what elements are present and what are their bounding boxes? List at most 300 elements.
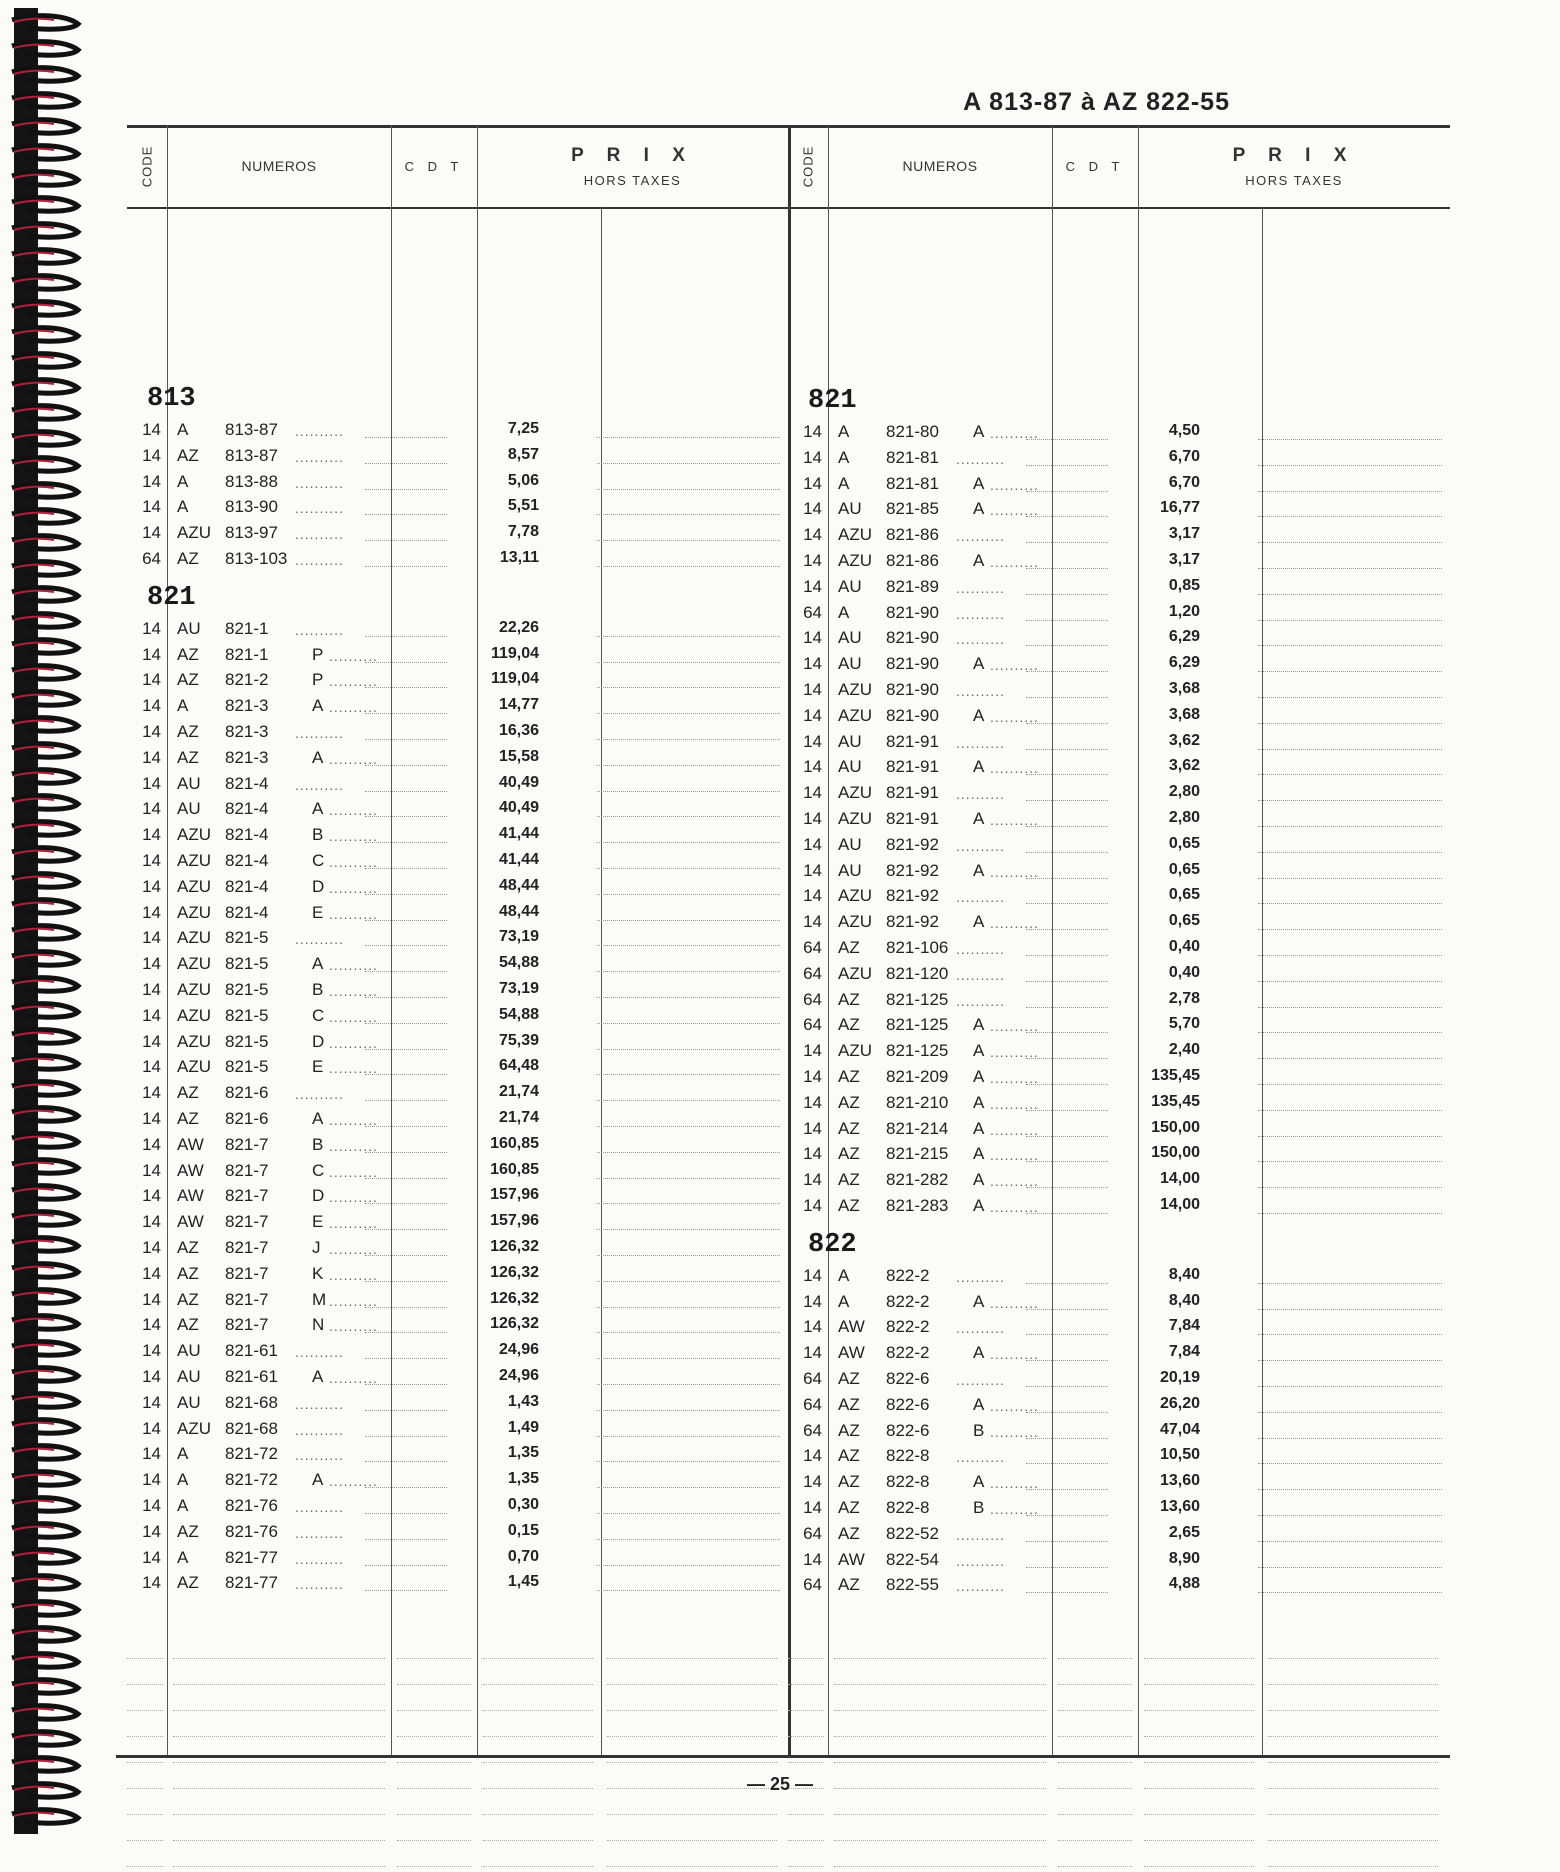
table-row (127, 1184, 788, 1210)
blank-row-line (1144, 1814, 1254, 1815)
leader-dots: .......... (329, 1034, 378, 1051)
number-cell: 813-87 (225, 420, 278, 439)
entry-dotted-line (1258, 542, 1442, 543)
suffix-cell: A (973, 422, 985, 441)
number-cell: 821-3 (225, 722, 269, 741)
number-cell: 821-72 (225, 1444, 278, 1464)
entry-dotted-line (597, 1436, 780, 1437)
code-cell: 64 (803, 989, 822, 1009)
number-cell: 821-120 (886, 963, 949, 983)
prefix-cell: AZU (177, 902, 211, 922)
table-row (127, 952, 788, 978)
entry-dotted-line (1258, 491, 1442, 492)
suffix-cell: N (312, 1315, 325, 1335)
leader-dots: .......... (990, 1173, 1039, 1190)
entry-dotted-line (1258, 1592, 1442, 1593)
code-cell: 64 (803, 1015, 822, 1035)
suffix-cell: B (312, 980, 324, 999)
number-cell: 822-55 (886, 1575, 939, 1595)
suffix-cell: E (312, 1057, 324, 1077)
price-cell: 40,49 (498, 773, 539, 791)
leader-dots: .......... (990, 554, 1039, 570)
blank-row-line (834, 1736, 1046, 1737)
table-row (788, 626, 1450, 652)
blank-row-line (483, 1710, 593, 1711)
entry-dotted-line (1258, 1438, 1442, 1439)
price-cell: 16,36 (498, 722, 539, 739)
blank-row-line (1144, 1736, 1254, 1737)
entry-dotted-line (1258, 1110, 1442, 1111)
leader-dots: .......... (329, 854, 378, 870)
price-cell: 1,49 (507, 1418, 539, 1436)
leader-dots: .......... (956, 992, 1005, 1009)
suffix-cell: A (973, 1343, 985, 1363)
number-cell: 821-5 (225, 1005, 269, 1025)
suffix-cell: A (973, 757, 985, 777)
number-cell: 822-54 (886, 1549, 939, 1569)
header-code: CODE (800, 145, 816, 187)
section-title: 821 (808, 386, 857, 416)
prefix-cell: AZU (177, 954, 211, 974)
blank-row-line (607, 1840, 777, 1841)
blank-row-line (173, 1840, 385, 1841)
price-cell: 160,85 (490, 1160, 539, 1178)
code-cell: 14 (803, 886, 822, 906)
blank-row-line (607, 1762, 777, 1763)
header-numeros: NUMEROS (241, 158, 317, 174)
prefix-cell: AZU (177, 1057, 211, 1077)
bottom-rule (116, 1755, 1450, 1758)
leader-dots: .......... (329, 1163, 378, 1180)
price-cell: 22,26 (498, 618, 539, 636)
entry-dotted-line (597, 1590, 780, 1591)
price-cell: 48,44 (498, 902, 539, 920)
blank-row (788, 1690, 1450, 1716)
code-cell: 14 (142, 1315, 161, 1335)
price-cell: 24,96 (498, 1341, 539, 1359)
number-cell: 821-7 (225, 1212, 269, 1232)
leader-dots: .......... (329, 1292, 378, 1309)
code-cell: 14 (142, 445, 161, 465)
price-cell: 21,74 (498, 1083, 539, 1101)
suffix-cell: A (973, 912, 985, 932)
header-code: CODE (139, 145, 155, 187)
price-cell: 5,70 (1168, 1015, 1200, 1033)
prefix-cell: AZU (838, 963, 872, 983)
suffix-cell: A (973, 1196, 985, 1215)
section-title: 821 (147, 582, 196, 613)
prefix-cell: AZU (177, 876, 211, 896)
prefix-cell: A (177, 471, 189, 491)
entry-dotted-line (1258, 800, 1442, 801)
table-row (127, 875, 788, 901)
number-cell: 821-106 (886, 938, 949, 957)
prefix-cell: AZU (177, 928, 211, 948)
table-row (127, 617, 788, 643)
blank-row-line (607, 1736, 777, 1737)
price-cell: 135,45 (1151, 1092, 1200, 1110)
entry-dotted-line (1258, 929, 1442, 930)
price-cell: 24,96 (498, 1367, 539, 1384)
blank-row-line (483, 1840, 593, 1841)
prefix-cell: AU (838, 757, 862, 777)
entry-dotted-line (597, 1281, 780, 1282)
code-cell: 14 (142, 902, 161, 922)
leader-dots: .......... (329, 957, 378, 974)
code-cell: 14 (142, 670, 161, 690)
price-cell: 21,74 (498, 1109, 539, 1126)
code-cell: 14 (142, 980, 161, 999)
leader-dots: .......... (956, 1268, 1005, 1285)
code-cell: 14 (142, 1083, 161, 1103)
prefix-cell: AZ (838, 1067, 860, 1086)
header-prix: P R I X HORS TAXES (1232, 144, 1356, 188)
code-cell: 64 (803, 1420, 822, 1440)
number-cell: 821-4 (225, 851, 269, 870)
prefix-cell: AZU (838, 680, 872, 699)
table-row (127, 1081, 788, 1107)
blank-row (127, 1846, 788, 1872)
blank-row-line (397, 1762, 471, 1763)
blank-row (788, 1794, 1450, 1820)
leader-dots: .......... (956, 631, 1005, 648)
code-cell: 64 (803, 1394, 822, 1414)
prefix-cell: AU (177, 618, 201, 638)
leader-dots: .......... (990, 1199, 1039, 1215)
code-cell: 64 (803, 938, 822, 957)
number-cell: 821-7 (225, 1289, 269, 1309)
entry-dotted-line (1258, 1187, 1442, 1188)
number-cell: 813-88 (225, 471, 278, 491)
blank-row (788, 1846, 1450, 1872)
number-cell: 821-86 (886, 551, 939, 570)
prefix-cell: AZ (838, 1092, 860, 1112)
prefix-cell: AW (177, 1160, 204, 1180)
blank-row-line (834, 1840, 1046, 1841)
number-cell: 822-6 (886, 1369, 930, 1388)
number-cell: 821-86 (886, 525, 939, 545)
table-row (788, 1065, 1450, 1091)
prefix-cell: AZ (177, 644, 199, 664)
code-cell: 14 (803, 447, 822, 467)
prefix-cell: AZ (177, 722, 199, 741)
suffix-cell: B (312, 825, 324, 845)
code-cell: 14 (803, 628, 822, 648)
leader-dots: .......... (990, 760, 1039, 777)
entry-dotted-line (597, 1126, 780, 1127)
prefix-cell: AW (838, 1317, 865, 1337)
number-cell: 821-282 (886, 1170, 949, 1190)
entry-dotted-line (597, 687, 780, 688)
prefix-cell: A (838, 447, 850, 467)
price-cell: 64,48 (498, 1057, 539, 1075)
number-cell: 821-92 (886, 886, 939, 906)
table-row (788, 523, 1450, 549)
entry-dotted-line (1258, 1007, 1442, 1008)
prefix-cell: AU (838, 499, 862, 519)
number-cell: 821-4 (225, 825, 269, 845)
blank-row (788, 1716, 1450, 1742)
price-cell: 13,60 (1159, 1498, 1200, 1515)
spiral-binding (8, 8, 88, 1834)
number-cell: 813-97 (225, 523, 278, 543)
suffix-cell: A (973, 1472, 985, 1492)
code-cell: 14 (142, 954, 161, 974)
leader-dots: .......... (329, 1189, 378, 1206)
entry-dotted-line (1258, 1515, 1442, 1516)
table-row (788, 472, 1450, 498)
blank-row-line (1058, 1658, 1132, 1659)
header-prix: P R I X HORS TAXES (571, 144, 694, 188)
code-cell: 14 (803, 1041, 822, 1061)
code-cell: 14 (803, 757, 822, 777)
suffix-cell: A (973, 809, 985, 828)
blank-row-line (788, 1762, 824, 1763)
entry-dotted-line (1258, 1213, 1442, 1214)
table-row (788, 1419, 1450, 1445)
table-row (788, 549, 1450, 575)
table-row (127, 797, 788, 823)
price-cell: 16,77 (1159, 499, 1200, 517)
entry-dotted-line (1258, 1541, 1442, 1542)
blank-row-line (834, 1866, 1046, 1867)
leader-dots: .......... (956, 786, 1005, 803)
prefix-cell: AZ (838, 938, 860, 957)
number-cell: 821-125 (886, 989, 949, 1009)
prefix-cell: AZU (177, 1031, 211, 1051)
code-cell: 14 (803, 422, 822, 441)
leader-dots: .......... (990, 425, 1039, 441)
leader-dots: .......... (295, 423, 344, 439)
number-cell: 821-4 (225, 773, 269, 793)
entry-dotted-line (597, 894, 780, 895)
suffix-cell: A (312, 954, 324, 974)
leader-dots: .......... (956, 450, 1005, 467)
number-cell: 822-8 (886, 1446, 930, 1466)
suffix-cell: A (973, 860, 985, 880)
leader-dots: .......... (329, 828, 378, 845)
entry-dotted-line (1258, 620, 1442, 621)
price-cell: 157,96 (490, 1212, 539, 1230)
code-cell: 14 (803, 473, 822, 493)
price-cell: 160,85 (490, 1134, 539, 1152)
suffix-cell: A (973, 473, 985, 493)
prefix-cell: AZ (177, 1573, 199, 1593)
prefix-cell: AZ (838, 1420, 860, 1440)
price-cell: 75,39 (498, 1031, 539, 1049)
blank-row-line (834, 1684, 1046, 1685)
blank-row (788, 1664, 1450, 1690)
price-cell: 119,04 (490, 644, 539, 662)
table-row (788, 884, 1450, 910)
blank-row-line (1058, 1814, 1132, 1815)
prefix-cell: A (177, 1496, 189, 1515)
entry-dotted-line (597, 1229, 780, 1230)
blank-row-line (788, 1684, 824, 1685)
code-cell: 14 (142, 1289, 161, 1309)
code-cell: 14 (142, 1031, 161, 1051)
code-cell: 14 (142, 644, 161, 664)
price-cell: 73,19 (498, 928, 539, 946)
prefix-cell: A (177, 1470, 189, 1490)
leader-dots: .......... (295, 1421, 344, 1438)
price-cell: 0,40 (1168, 938, 1200, 955)
blank-row-line (173, 1814, 385, 1815)
code-cell: 14 (803, 731, 822, 751)
number-cell: 821-90 (886, 628, 939, 648)
leader-dots: .......... (329, 699, 378, 716)
blank-row-line (788, 1814, 824, 1815)
price-cell: 2,80 (1168, 809, 1200, 826)
blank-row-line (1058, 1840, 1132, 1841)
code-cell: 64 (803, 1369, 822, 1388)
table-row (127, 1236, 788, 1262)
entry-dotted-line (597, 662, 780, 663)
number-cell: 821-85 (886, 499, 939, 519)
price-cell: 150,00 (1151, 1144, 1200, 1162)
suffix-cell: A (973, 1118, 985, 1138)
table-row (788, 1091, 1450, 1117)
blank-row (788, 1820, 1450, 1846)
price-cell: 7,25 (507, 420, 539, 437)
price-cell: 135,45 (1151, 1067, 1200, 1084)
number-cell: 822-2 (886, 1317, 930, 1337)
table-row (127, 444, 788, 470)
table-row (788, 988, 1450, 1014)
price-cell: 2,40 (1168, 1041, 1200, 1059)
price-cell: 3,17 (1168, 525, 1200, 543)
table-row (788, 1168, 1450, 1194)
blank-row-line (834, 1658, 1046, 1659)
price-cell: 8,57 (507, 445, 539, 463)
entry-dotted-line (1258, 1084, 1442, 1085)
leader-dots: .......... (956, 734, 1005, 751)
number-cell: 821-3 (225, 747, 269, 767)
code-cell: 14 (803, 1196, 822, 1215)
leader-dots: .......... (329, 1137, 378, 1154)
prefix-cell: AZU (838, 525, 872, 545)
suffix-cell: A (312, 1109, 324, 1128)
price-cell: 13,60 (1159, 1472, 1200, 1490)
suffix-cell: P (312, 670, 324, 690)
entry-dotted-line (597, 540, 780, 541)
price-cell: 0,30 (507, 1496, 539, 1513)
number-cell: 822-8 (886, 1472, 930, 1492)
blank-row-line (397, 1866, 471, 1867)
suffix-cell: A (973, 1067, 985, 1086)
prefix-cell: AZ (177, 747, 199, 767)
prefix-cell: AZ (177, 670, 199, 690)
leader-dots: .......... (329, 879, 378, 896)
entry-dotted-line (597, 842, 780, 843)
blank-row-line (788, 1866, 824, 1867)
number-cell: 821-5 (225, 980, 269, 999)
table-row (127, 1520, 788, 1546)
table-row (788, 1013, 1450, 1039)
prefix-cell: AZ (177, 1263, 199, 1283)
blank-row-line (483, 1866, 593, 1867)
leader-dots: .......... (295, 1524, 344, 1541)
code-cell: 14 (803, 654, 822, 674)
entry-dotted-line (597, 1332, 780, 1333)
code-cell: 14 (142, 722, 161, 741)
leader-dots: .......... (295, 1086, 344, 1103)
entry-dotted-line (1258, 1032, 1442, 1033)
price-cell: 13,11 (499, 549, 539, 566)
table-row (788, 962, 1450, 988)
table-row (127, 521, 788, 547)
number-cell: 821-125 (886, 1041, 949, 1061)
leader-dots: .......... (990, 1475, 1039, 1492)
code-cell: 14 (142, 851, 161, 870)
prefix-cell: AZU (838, 886, 872, 906)
prefix-cell: AZ (177, 549, 199, 568)
table-row (127, 849, 788, 875)
table-row (788, 1470, 1450, 1496)
blank-row-line (607, 1684, 777, 1685)
price-cell: 8,90 (1168, 1549, 1200, 1567)
price-cell: 126,32 (490, 1263, 539, 1281)
table-row (127, 668, 788, 694)
price-cell: 2,78 (1168, 989, 1200, 1007)
prefix-cell: AZU (177, 980, 211, 999)
price-cell: 54,88 (498, 1005, 539, 1023)
leader-dots: .......... (956, 1449, 1005, 1466)
blank-row-line (483, 1814, 593, 1815)
leader-dots: .......... (295, 1576, 344, 1593)
table-row (788, 446, 1450, 472)
entry-dotted-line (597, 920, 780, 921)
entry-dotted-line (597, 791, 780, 792)
entry-dotted-line (1258, 671, 1442, 672)
code-cell: 14 (803, 860, 822, 880)
table-row (788, 1444, 1450, 1470)
suffix-cell: D (312, 876, 325, 896)
code-cell: 14 (142, 1547, 161, 1567)
price-cell: 7,84 (1168, 1317, 1200, 1335)
number-cell: 821-5 (225, 1031, 269, 1051)
leader-dots: .......... (956, 889, 1005, 906)
number-cell: 821-80 (886, 422, 939, 441)
prefix-cell: AU (838, 576, 862, 596)
code-cell: 14 (142, 1496, 161, 1515)
code-cell: 14 (142, 799, 161, 819)
section-title: 822 (808, 1229, 857, 1260)
blank-row (127, 1820, 788, 1846)
blank-row-line (483, 1736, 593, 1737)
table-row (788, 1039, 1450, 1065)
entry-dotted-line (1258, 594, 1442, 595)
number-cell: 822-6 (886, 1394, 930, 1414)
leader-dots: .......... (956, 837, 1005, 854)
price-cell: 2,65 (1168, 1523, 1200, 1541)
header-rule-bottom (127, 207, 788, 209)
table-row (788, 859, 1450, 885)
code-cell: 14 (142, 1134, 161, 1154)
table-row (788, 1393, 1450, 1419)
price-cell: 1,35 (507, 1444, 539, 1462)
suffix-cell: A (312, 1367, 324, 1386)
price-cell: 3,68 (1168, 680, 1200, 697)
table-row (127, 1055, 788, 1081)
prefix-cell: AZU (177, 523, 211, 543)
price-cell: 0,65 (1168, 834, 1200, 852)
entry-dotted-line (597, 1049, 780, 1050)
prefix-cell: A (177, 1444, 189, 1464)
blank-row-line (1268, 1762, 1438, 1763)
table-row (788, 833, 1450, 859)
blank-row-line (788, 1710, 824, 1711)
